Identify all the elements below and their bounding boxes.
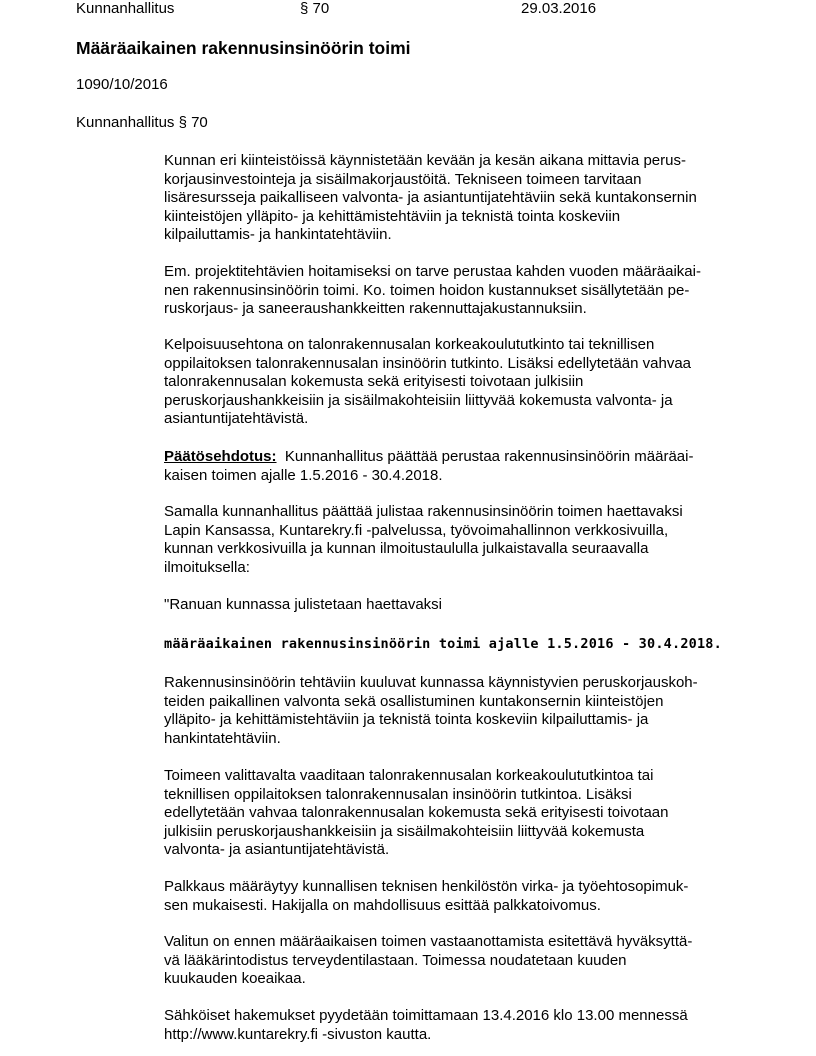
paragraph-project-tasks	[164, 263, 764, 319]
proposal-line	[164, 448, 764, 467]
text-line: korjausinvestointeja ja sisäilmakorjaustöitä. Tekniseen toimeen tarvitaan	[164, 170, 642, 188]
paragraph-background	[164, 152, 764, 245]
text-line: oppilaitoksen talonrakennusalan insinöörin tutkinto. Lisäksi edellytetään vahvaa	[164, 354, 692, 372]
text-line: hankintatehtäviin.	[164, 729, 281, 747]
text-line: Em. projektitehtävien hoitamiseksi on tarve perustaa kahden vuoden määräaikai-	[164, 263, 701, 280]
text-line: Kunnan eri kiinteistöissä käynnistetään kevään ja kesän aikana mittavia perus-	[164, 152, 686, 169]
paragraph-applications	[164, 1007, 764, 1044]
text-line: Lapin Kansassa, Kuntarekry.fi -palvelussa, työvoimahallinnon verkkosivuilla,	[164, 521, 669, 539]
text-line: Rakennusinsinöörin tehtäviin kuuluvat kunnassa käynnistyvien peruskorjauskoh-	[164, 674, 698, 691]
paragraph-duties	[164, 674, 764, 748]
text-line: ruskorjaus- ja saneeraushankkeitten rakennuttajakustannuksiin.	[164, 300, 587, 317]
header-section: § 70	[300, 0, 330, 17]
text-line: Palkkaus määräytyy kunnallisen teknisen henkilöstön virka- ja työehtosopimuk-	[164, 878, 689, 895]
text-line: Toimeen valittavalta vaaditaan talonrakennusalan korkeakoulututkintoa tai	[164, 767, 654, 784]
paragraph-qualifications	[164, 336, 764, 429]
text-line: kilpailuttamis- ja hankintatehtäviin.	[164, 226, 392, 243]
header-date: 29.03.2016	[521, 0, 597, 17]
text-line: Sähköiset hakemukset pyydetään toimittamaan 13.4.2016 klo 13.00 mennessä	[164, 1007, 688, 1024]
document-title: Määräaikainen rakennusinsinöörin toimi	[76, 38, 411, 58]
text-line: vä lääkärintodistus terveydentilastaan. Toimessa noudatetaan kuuden	[164, 951, 627, 969]
text-line: peruskorjaushankkeisiin ja sisäilmakohteisiin liittyvää kokemusta valvonta- ja	[164, 391, 673, 409]
header-body: Kunnanhallitus	[76, 0, 175, 17]
text-line: lisäresursseja paikalliseen valvonta- ja asiantuntijatehtäviin sekä kuntakonsernin	[164, 189, 697, 206]
text-line: teknillisen oppilaitoksen talonrakennusalan insinöörin tutkintoa. Lisäksi	[164, 785, 632, 803]
text-line: Valitun on ennen määräaikaisen toimen vastaanottamista esitettävä hyväksyttä-	[164, 933, 693, 950]
paragraph-salary	[164, 878, 764, 915]
meeting-reference: Kunnanhallitus § 70	[76, 114, 208, 131]
text-line: kiinteistöjen ylläpito- ja kehittämistehtäviin ja teknistä tointa koskeviin	[164, 207, 621, 225]
announcement-headline: määräaikainen rakennusinsinöörin toimi ajalle 1.5.2016 - 30.4.2018.	[164, 636, 722, 652]
text-line: sen mukaisesti. Hakijalla on mahdollisuus esittää palkkatoivomus.	[164, 896, 601, 914]
proposal-label: Päätösehdotus:	[164, 448, 277, 465]
paragraph-medical	[164, 933, 764, 989]
proposal-text: Kunnanhallitus päättää perustaa rakennusinsinöörin määräai-	[284, 448, 694, 465]
text-line: Kelpoisuusehtona on talonrakennusalan korkeakoulututkinto tai teknillisen	[164, 336, 655, 353]
text-line: ylläpito- ja kehittämistehtäviin ja teknistä tointa koskeviin kilpailuttamis- ja	[164, 711, 649, 728]
text-line: Samalla kunnanhallitus päättää julistaa rakennusinsinöörin toimen haettavaksi	[164, 503, 683, 520]
text-line: talonrakennusalan kokemusta sekä erityisesti toivotaan julkisiin	[164, 373, 584, 390]
announcement-intro: "Ranuan kunnassa julistetaan haettavaksi	[164, 596, 443, 613]
text-line: http://www.kuntarekry.fi -sivuston kautta.	[164, 1025, 432, 1043]
text-line: kunnan verkkosivuilla ja kunnan ilmoitustaululla julkaistavalla seuraavalla	[164, 540, 649, 557]
text-line: ilmoituksella:	[164, 558, 250, 576]
paragraph-publication	[164, 503, 764, 577]
paragraph-proposal	[164, 448, 764, 485]
text-line: nen rakennusinsinöörin toimi. Ko. toimen hoidon kustannukset sisällytetään pe-	[164, 281, 690, 299]
text-line: julkisiin peruskorjaushankkeisiin ja sisäilmakohteisiin liittyvää kokemusta	[164, 822, 645, 840]
text-line: asiantuntijatehtävistä.	[164, 410, 309, 427]
paragraph-requirements	[164, 767, 764, 860]
text-line: kuukauden koeaikaa.	[164, 970, 306, 987]
case-number: 1090/10/2016	[76, 76, 168, 93]
text-line: kaisen toimen ajalle 1.5.2016 - 30.4.2018.	[164, 466, 443, 484]
text-line: edellytetään vahvaa talonrakennusalan kokemusta sekä erityisesti toivotaan	[164, 804, 669, 821]
text-line: teiden paikallinen valvonta sekä osallistuminen kuntakonsernin kiinteistöjen	[164, 692, 664, 710]
text-line: valvonta- ja asiantuntijatehtävistä.	[164, 841, 390, 858]
